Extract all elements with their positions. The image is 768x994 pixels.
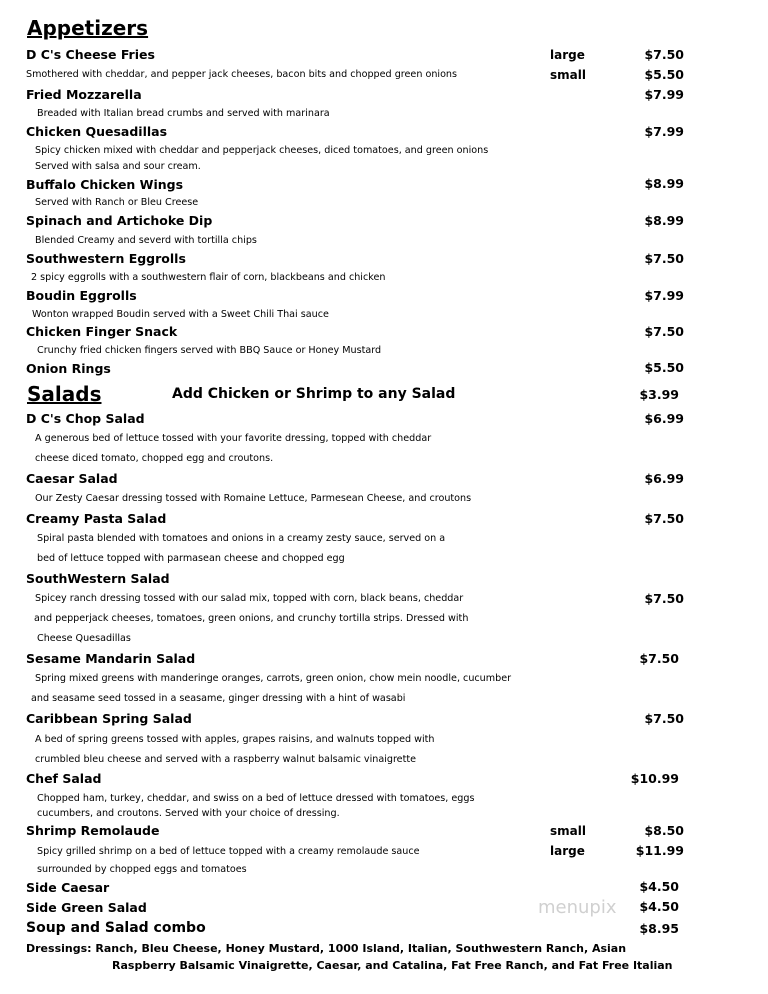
item-price: $8.99 (644, 213, 684, 228)
item-price: $5.50 (644, 67, 684, 82)
item-name: Caesar Salad (26, 471, 118, 486)
item-desc: 2 spicy eggrolls with a southwestern flair of corn, blackbeans and chicken (31, 272, 386, 283)
item-desc: Crunchy fried chicken fingers served with BBQ Sauce or Honey Mustard (37, 345, 382, 356)
appetizers-heading: Appetizers (27, 16, 149, 40)
item-desc: Spicy chicken mixed with cheddar and pepperjack cheeses, diced tomatoes, and green onions (35, 145, 489, 156)
item-desc: Spiral pasta blended with tomatoes and onions in a creamy zesty sauce, served on a (37, 533, 446, 544)
item-desc: Spicey ranch dressing tossed with our salad mix, topped with corn, black beans, cheddar (35, 593, 464, 604)
item-name: Chicken Finger Snack (26, 324, 178, 339)
item-name: Onion Rings (26, 361, 111, 376)
item-name: Side Caesar (26, 880, 110, 895)
item-desc: Spicy grilled shrimp on a bed of lettuce topped with a creamy remolaude sauce (37, 846, 420, 857)
salad-addon-text: Add Chicken or Shrimp to any Salad (172, 386, 456, 402)
salad-addon-price: $3.99 (639, 387, 679, 402)
item-name: SouthWestern Salad (26, 571, 170, 586)
item-desc: and seasame seed tossed in a seasame, ginger dressing with a hint of wasabi (31, 693, 406, 704)
item-name: Caribbean Spring Salad (26, 711, 192, 726)
item-desc: Served with Ranch or Bleu Creese (35, 197, 199, 208)
item-price: $7.99 (644, 124, 684, 139)
item-price: $7.50 (644, 47, 684, 62)
item-price: $7.50 (644, 251, 684, 266)
item-name: Southwestern Eggrolls (26, 251, 186, 266)
menupix-watermark: menupix (538, 897, 617, 918)
item-desc: Smothered with cheddar, and pepper jack cheeses, bacon bits and chopped green onions (26, 69, 458, 80)
item-desc: Cheese Quesadillas (37, 633, 131, 644)
item-price: $10.99 (630, 771, 679, 786)
item-price: $8.99 (644, 176, 684, 191)
item-price: $7.50 (639, 651, 679, 666)
item-price: $8.50 (644, 823, 684, 838)
item-name: Creamy Pasta Salad (26, 511, 167, 526)
item-price: $7.50 (644, 711, 684, 726)
item-name: Chicken Quesadillas (26, 124, 168, 139)
item-name: Soup and Salad combo (26, 920, 206, 936)
item-price: $11.99 (635, 843, 684, 858)
item-name: D C's Chop Salad (26, 411, 145, 426)
size-label: large (550, 48, 585, 62)
item-name: Shrimp Remolaude (26, 823, 160, 838)
item-price: $6.99 (644, 471, 684, 486)
item-price: $4.50 (639, 879, 679, 894)
item-desc: Chopped ham, turkey, cheddar, and swiss on a bed of lettuce dressed with tomatoes, eggs (37, 793, 475, 804)
item-price: $7.99 (644, 87, 684, 102)
item-desc: Our Zesty Caesar dressing tossed with Romaine Lettuce, Parmesean Cheese, and croutons (35, 493, 472, 504)
item-desc: surrounded by chopped eggs and tomatoes (37, 864, 247, 875)
item-desc: Spring mixed greens with manderinge oranges, carrots, green onion, chow mein noodle, cucumber (35, 673, 512, 684)
item-name: Chef Salad (26, 771, 102, 786)
item-price: $4.50 (639, 899, 679, 914)
item-price: $7.50 (644, 591, 684, 606)
item-desc: A generous bed of lettuce tossed with your favorite dressing, topped with cheddar (35, 433, 432, 444)
item-desc: and pepperjack cheeses, tomatoes, green onions, and crunchy tortilla strips. Dressed with (34, 613, 469, 624)
size-label: large (550, 844, 585, 858)
item-name: Side Green Salad (26, 900, 147, 915)
item-name: Fried Mozzarella (26, 87, 142, 102)
dressings-line-2: Raspberry Balsamic Vinaigrette, Caesar, and Catalina, Fat Free Ranch, and Fat Free Italian (112, 959, 673, 972)
size-label: small (550, 824, 586, 838)
item-desc: bed of lettuce topped with parmasean cheese and chopped egg (37, 553, 345, 564)
size-label: small (550, 68, 586, 82)
salads-heading: Salads (27, 382, 102, 406)
item-price: $7.99 (644, 288, 684, 303)
item-price: $7.50 (644, 324, 684, 339)
item-desc: Wonton wrapped Boudin served with a Sweet Chili Thai sauce (32, 309, 329, 320)
item-desc: Blended Creamy and severd with tortilla chips (35, 235, 257, 246)
item-desc: crumbled bleu cheese and served with a raspberry walnut balsamic vinaigrette (35, 754, 417, 765)
item-name: Boudin Eggrolls (26, 288, 137, 303)
item-price: $7.50 (644, 511, 684, 526)
item-desc: Breaded with Italian bread crumbs and served with marinara (37, 108, 330, 119)
item-price: $5.50 (644, 360, 684, 375)
dressings-line-1: Dressings: Ranch, Bleu Cheese, Honey Mustard, 1000 Island, Italian, Southwestern Ranch, Asian (26, 942, 627, 955)
item-desc: cheese diced tomato, chopped egg and croutons. (35, 453, 274, 464)
item-desc: Served with salsa and sour cream. (35, 161, 201, 172)
item-name: Buffalo Chicken Wings (26, 177, 184, 192)
item-desc: cucumbers, and croutons. Served with your choice of dressing. (37, 808, 340, 819)
item-desc: A bed of spring greens tossed with apples, grapes raisins, and walnuts topped with (35, 734, 435, 745)
item-name: Spinach and Artichoke Dip (26, 213, 213, 228)
item-price: $6.99 (644, 411, 684, 426)
item-name: Sesame Mandarin Salad (26, 651, 196, 666)
item-price: $8.95 (639, 921, 679, 936)
item-name: D C's Cheese Fries (26, 47, 155, 62)
